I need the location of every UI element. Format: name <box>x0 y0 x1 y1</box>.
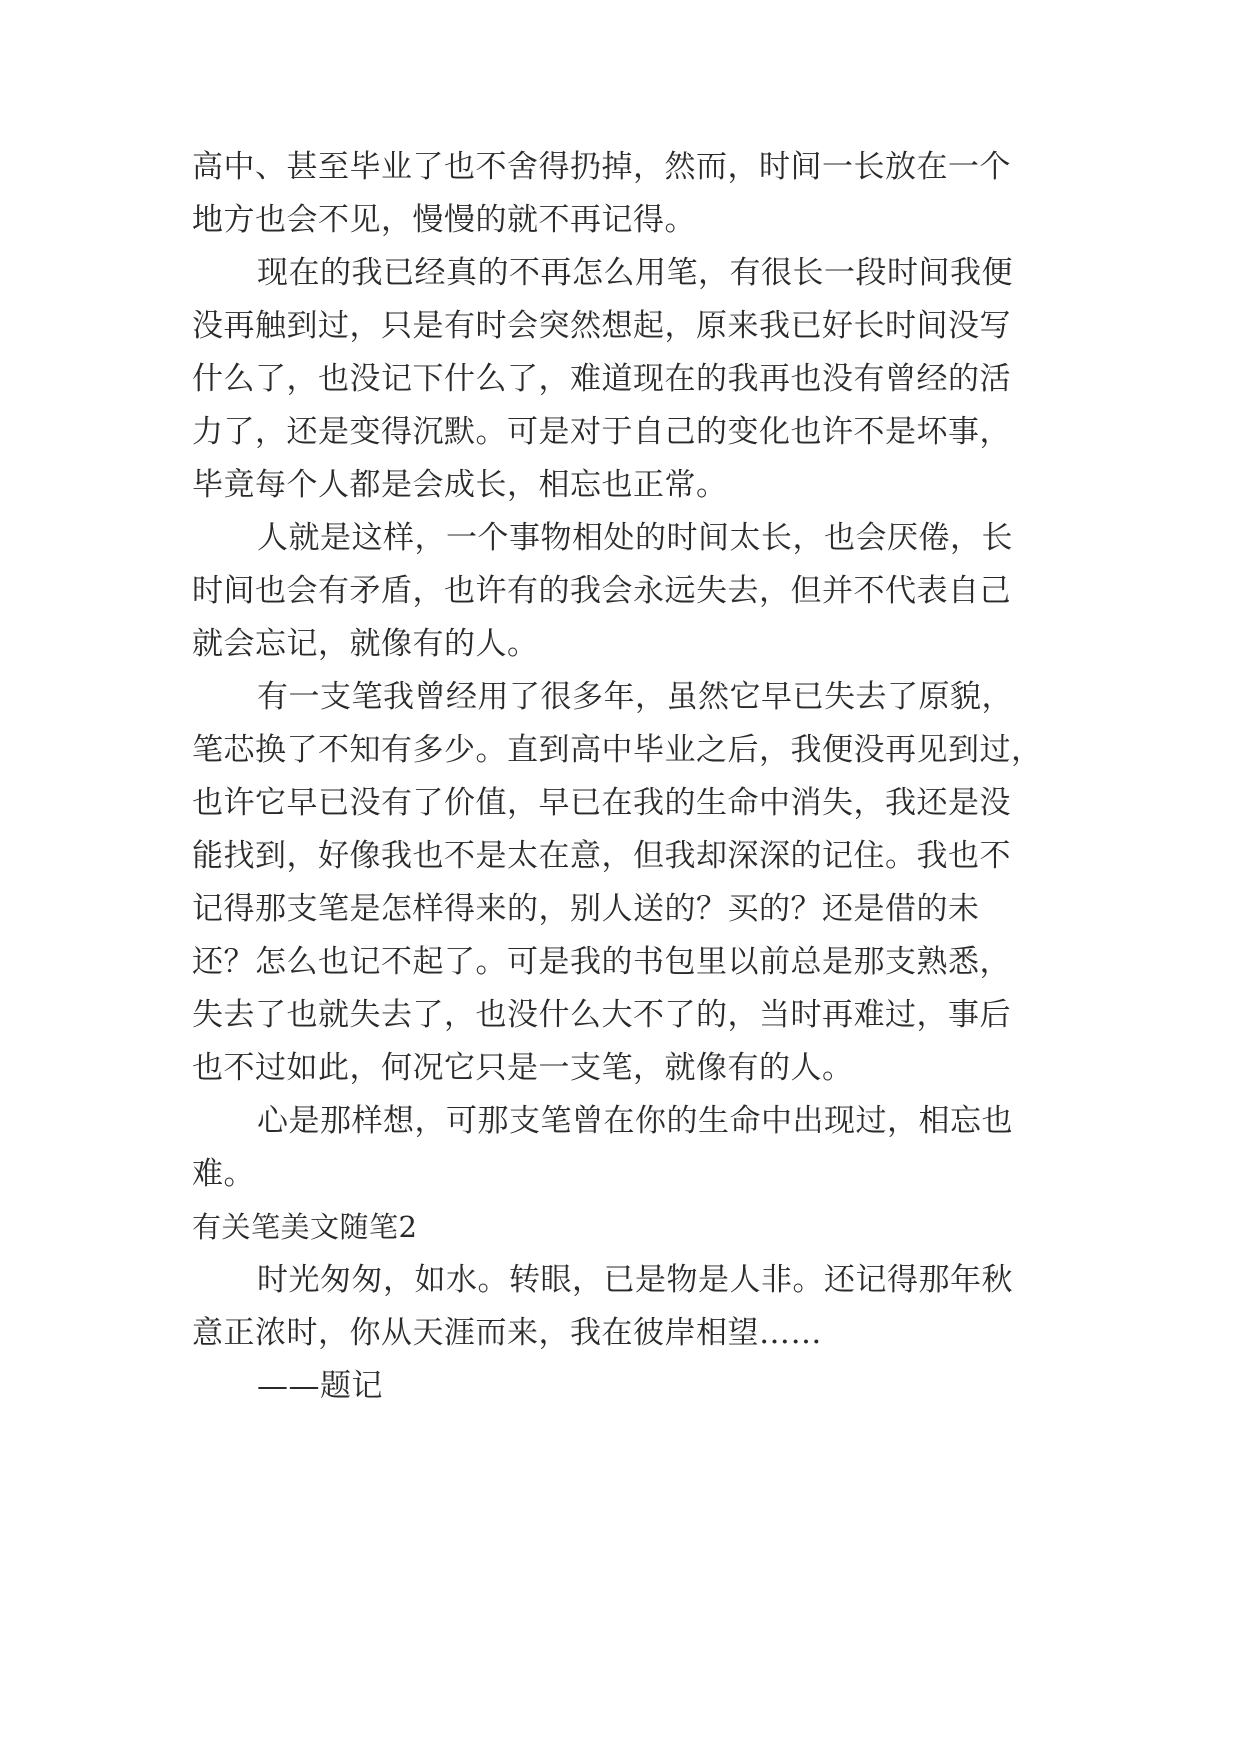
text-line: 没再触到过，只是有时会突然想起，原来我已好长时间没写 <box>192 308 1011 344</box>
text-line: 高中、甚至毕业了也不舍得扔掉，然而，时间一长放在一个 <box>192 149 1011 185</box>
text-line: 难。 <box>192 1156 255 1192</box>
paragraph-start-line: 现在的我已经真的不再怎么用笔，有很长一段时间我便 <box>257 255 1013 291</box>
text-line: 失去了也就失去了，也没什么大不了的，当时再难过，事后 <box>192 997 1011 1033</box>
text-line: 就会忘记，就像有的人。 <box>192 626 539 662</box>
text-line: 地方也会不见，慢慢的就不再记得。 <box>192 202 696 238</box>
text-line: 也不过如此，何况它只是一支笔，就像有的人。 <box>192 1050 854 1086</box>
text-line: 能找到，好像我也不是太在意，但我却深深的记住。我也不 <box>192 838 1011 874</box>
text-line: 意正浓时，你从天涯而来，我在彼岸相望…… <box>192 1315 822 1351</box>
text-line: 还？怎么也记不起了。可是我的书包里以前总是那支熟悉， <box>192 944 1011 980</box>
text-line: 什么了，也没记下什么了，难道现在的我再也没有曾经的活 <box>192 361 1011 397</box>
paragraph-start-line: 有一支笔我曾经用了很多年，虽然它早已失去了原貌， <box>257 679 1013 715</box>
text-line: 也许它早已没有了价值，早已在我的生命中消失，我还是没 <box>192 785 1011 821</box>
epigraph-attribution: ——题记 <box>257 1368 383 1404</box>
text-line: 力了，还是变得沉默。可是对于自己的变化也许不是坏事， <box>192 414 1011 450</box>
text-line: 时间也会有矛盾，也许有的我会永远失去，但并不代表自己 <box>192 573 1011 609</box>
paragraph-start-line: 心是那样想，可那支笔曾在你的生命中出现过，相忘也 <box>257 1103 1013 1139</box>
section-heading: 有关笔美文随笔2 <box>192 1210 418 1244</box>
text-line: 记得那支笔是怎样得来的，别人送的？买的？还是借的未 <box>192 891 980 927</box>
paragraph-start-line: 时光匆匆，如水。转眼，已是物是人非。还记得那年秋 <box>257 1262 1013 1298</box>
text-line: 笔芯换了不知有多少。直到高中毕业之后，我便没再见到过， <box>192 732 1043 768</box>
paragraph-start-line: 人就是这样，一个事物相处的时间太长，也会厌倦，长 <box>257 520 1013 556</box>
text-line: 毕竟每个人都是会成长，相忘也正常。 <box>192 467 728 503</box>
